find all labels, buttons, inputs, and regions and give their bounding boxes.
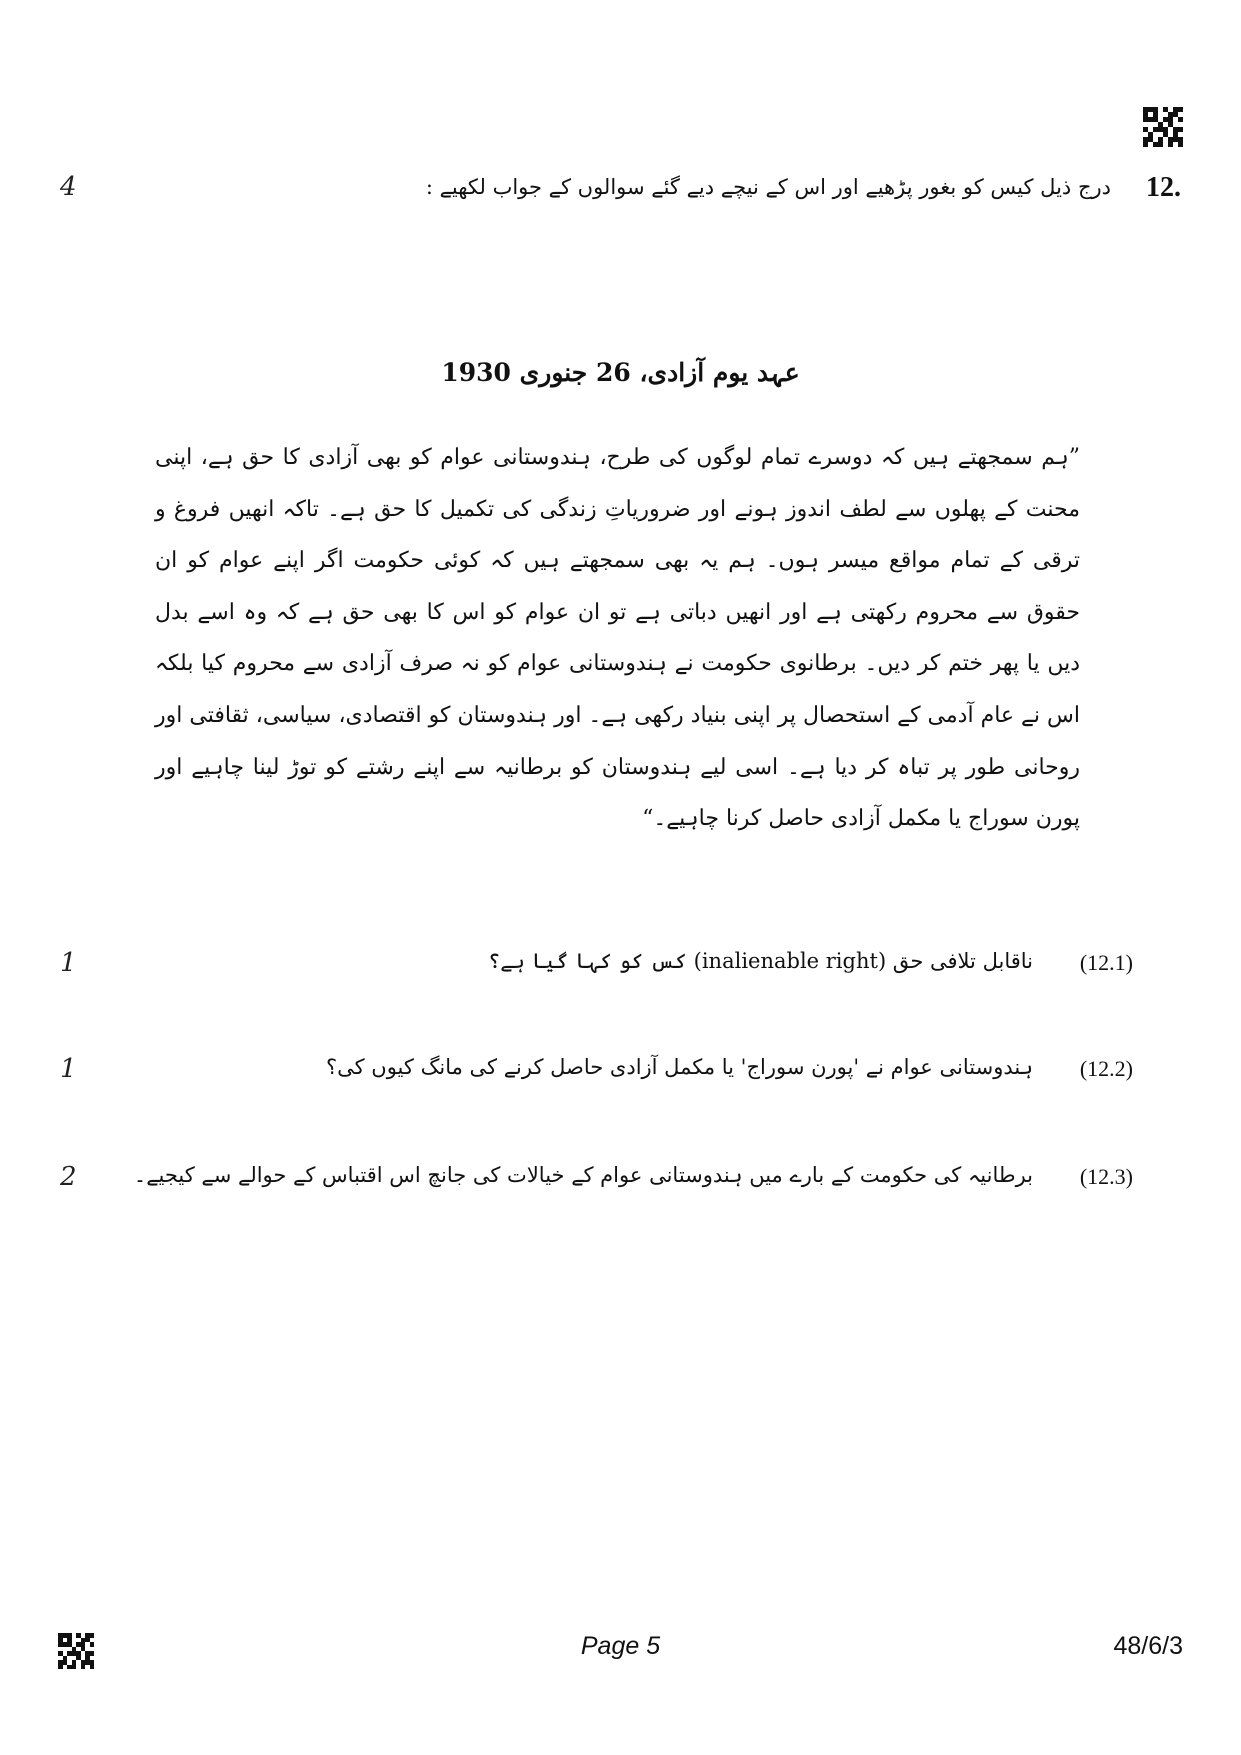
subquestion-text: ناقابل تلافی حق (inalienable right) کس کو کہا گیا ہے؟: [488, 949, 1033, 973]
subquestion-number: (12.1): [1079, 950, 1133, 975]
case-passage: ”ہم سمجھتے ہیں کہ دوسرے تمام لوگوں کی طرح، ہندوستانی عوام کو بھی آزادی کا حق ہے، اپنی محنت کے پھلوں سے لطف اندوز ہونے اور ضروریاتِ زندگی کی تکمیل کا حق ہے۔ تاکہ انھیں فروغ و ترقی کے تمام مواقع میسر ہوں۔ ہم یہ بھی سمجھتے ہیں کہ کوئی حکومت اگر اپنے عوام کو ان حقوق سے محروم رکھتی ہے اور انھیں دباتی ہے تو ان عوام کو اس کا بھی حق ہے کہ وہ اسے بدل دیں یا پھر ختم کر دیں۔ برطانوی حکومت نے ہندوستانی عوام کو نہ صرف آزادی سے محروم کیا بلکہ اس نے عام آدمی کے استحصال پر اپنی بنیاد رکھی ہے۔ اور ہندوستان کو اقتصادی، سیاسی، ثقافتی اور روحانی طور پر تباہ کر دیا ہے۔ اسی لیے ہندوستان کو برطانیہ سے اپنے رشتے کو توڑ لینا چاہیے اور پورن سوراج یا مکمل آزادی حاصل کرنا چاہیے۔“: [155, 445, 1080, 832]
subquestion-text: برطانیہ کی حکومت کے بارے میں ہندوستانی عوام کے خیالات کی جانچ اس اقتباس کے حوالے سے کیجیے۔: [133, 1163, 1033, 1187]
subquestion-marks: 1: [60, 948, 77, 978]
page-number: Page 5: [580, 1632, 661, 1660]
question-instruction: درج ذیل کیس کو بغور پڑھیے اور اس کے نیچے دیے گئے سوالوں کے جواب لکھیے :: [425, 175, 1111, 199]
subquestion-12-2: [60, 1052, 1133, 1092]
question-marks: 4: [60, 172, 77, 202]
subquestion-number: (12.2): [1079, 1056, 1133, 1081]
case-title: عہد یوم آزادی، 26 جنوری 1930: [441, 358, 800, 387]
subquestion-text: ہندوستانی عوام نے 'پورن سوراج' یا مکمل آزادی حاصل کرنے کی مانگ کیوں کی؟: [325, 1055, 1033, 1079]
subquestion-number: (12.3): [1079, 1164, 1133, 1189]
question-header: [60, 172, 1181, 212]
subquestion-12-3: [60, 1160, 1133, 1200]
subquestion-marks: 1: [60, 1054, 77, 1084]
question-number: 12.: [1146, 172, 1181, 203]
paper-code: 48/6/3: [1113, 1632, 1183, 1660]
qr-code-top: [1143, 107, 1183, 147]
subquestion-12-1: [60, 946, 1133, 986]
subquestion-marks: 2: [60, 1162, 77, 1192]
